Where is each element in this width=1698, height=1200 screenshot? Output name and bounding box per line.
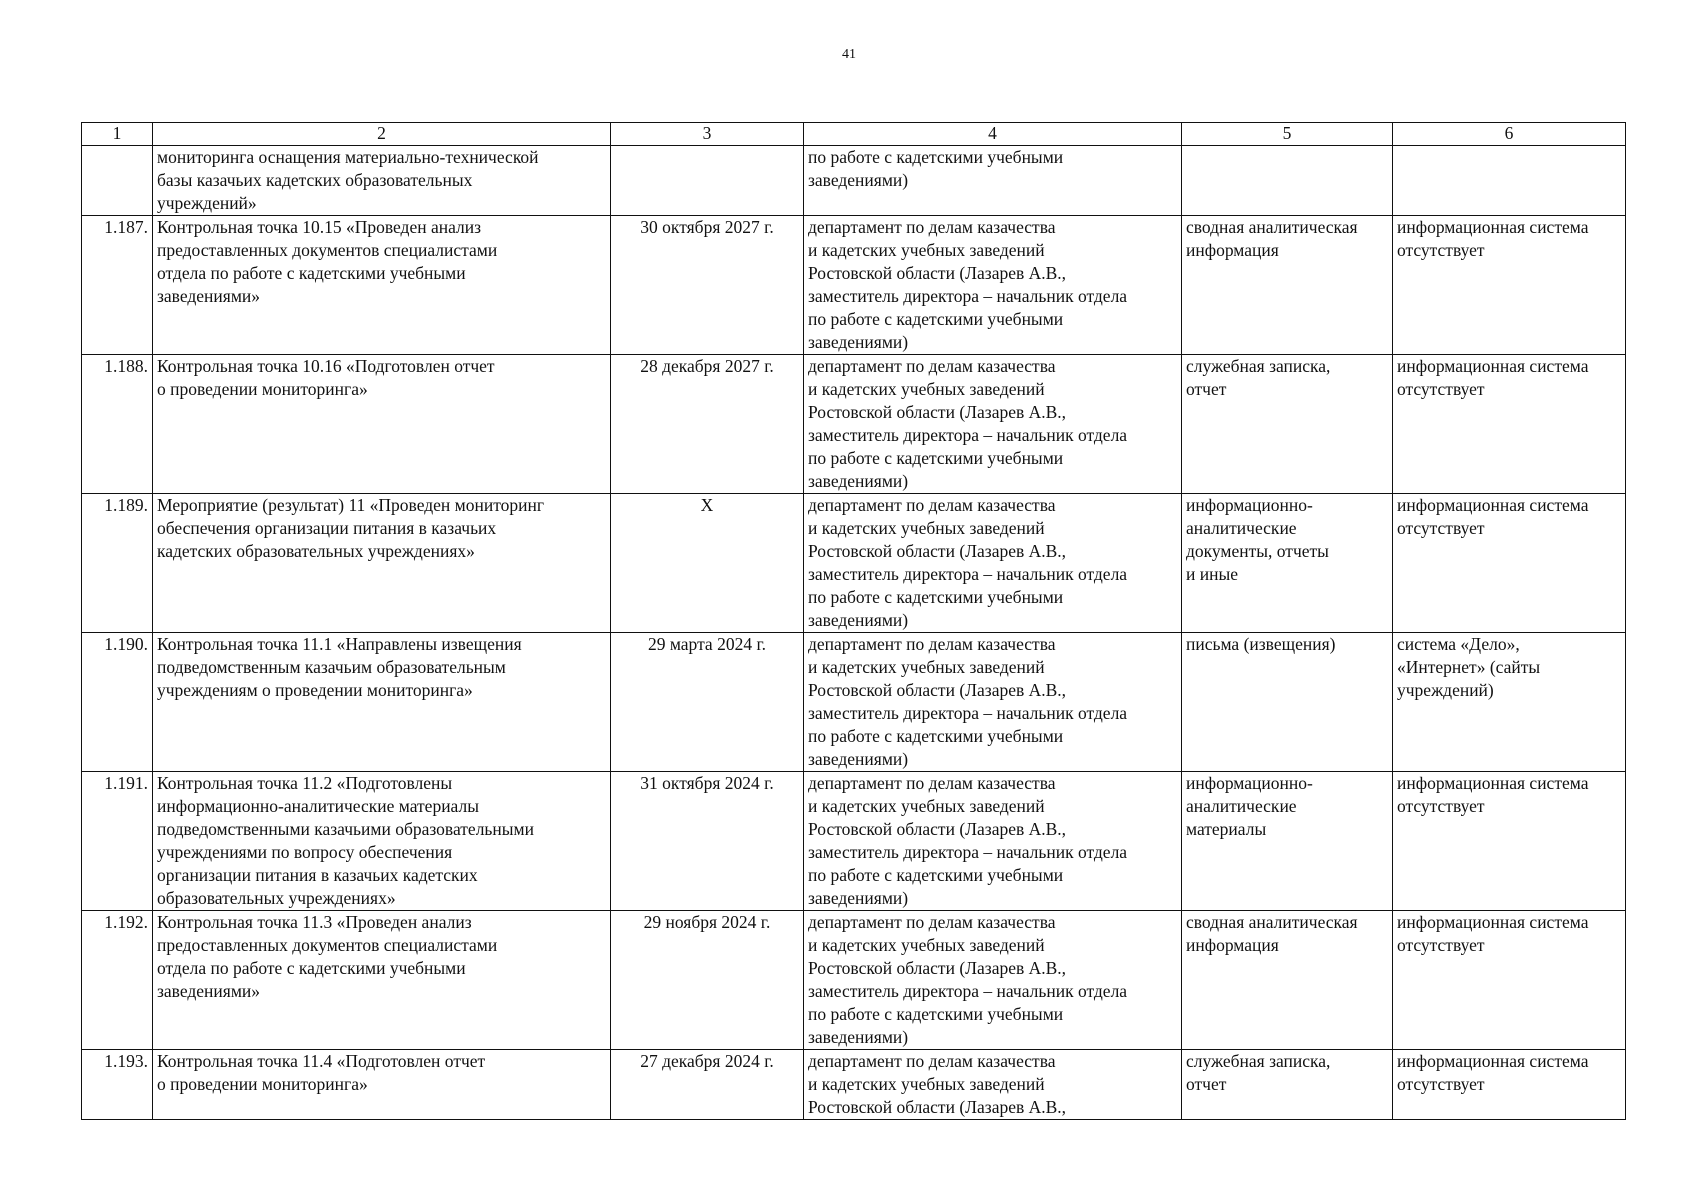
row-date: X: [611, 494, 804, 633]
row-document: служебная записка, отчет: [1182, 355, 1393, 494]
row-number: 1.191.: [82, 772, 153, 911]
header-col-3: 3: [611, 123, 804, 146]
row-document: информационно- аналитические документы, отчеты и иные: [1182, 494, 1393, 633]
row-date: 31 октября 2024 г.: [611, 772, 804, 911]
row-number: 1.188.: [82, 355, 153, 494]
row-date: 28 декабря 2027 г.: [611, 355, 804, 494]
row-number: 1.192.: [82, 911, 153, 1050]
header-col-6: 6: [1393, 123, 1626, 146]
table-row: [82, 494, 1626, 633]
row-document: сводная аналитическая информация: [1182, 911, 1393, 1050]
header-col-4: 4: [804, 123, 1182, 146]
row-system: информационная система отсутствует: [1393, 355, 1626, 494]
table-row: [82, 1050, 1626, 1120]
table-row: [82, 772, 1626, 911]
row-system: [1393, 146, 1626, 216]
header-col-1: 1: [82, 123, 153, 146]
row-system: информационная система отсутствует: [1393, 1050, 1626, 1120]
row-description: Контрольная точка 10.16 «Подготовлен отчет о проведении мониторинга»: [153, 355, 611, 494]
page-number: 41: [842, 47, 856, 62]
header-col-2: 2: [153, 123, 611, 146]
row-description: Контрольная точка 11.1 «Направлены извещения подведомственным казачьим образовательным учреждениям о проведении мониторинга»: [153, 633, 611, 772]
row-system: информационная система отсутствует: [1393, 216, 1626, 355]
row-description: Контрольная точка 10.15 «Проведен анализ предоставленных документов специалистами отдела по работе с кадетскими учебными заведениями»: [153, 216, 611, 355]
row-responsible: департамент по делам казачества и кадетских учебных заведений Ростовской области (Лазарев А.В., заместитель директора – начальник отдела по работе с кадетскими учебными заведениями): [804, 911, 1182, 1050]
row-date: 29 ноября 2024 г.: [611, 911, 804, 1050]
row-description: мониторинга оснащения материально-технической базы казачьих кадетских образовательных учреждений»: [153, 146, 611, 216]
row-document: информационно- аналитические материалы: [1182, 772, 1393, 911]
row-date: 29 марта 2024 г.: [611, 633, 804, 772]
row-responsible: департамент по делам казачества и кадетских учебных заведений Ростовской области (Лазарев А.В.,: [804, 1050, 1182, 1120]
row-system: информационная система отсутствует: [1393, 772, 1626, 911]
table-row: [82, 146, 1626, 216]
row-number: 1.193.: [82, 1050, 153, 1120]
row-system: информационная система отсутствует: [1393, 494, 1626, 633]
row-responsible: департамент по делам казачества и кадетских учебных заведений Ростовской области (Лазарев А.В., заместитель директора – начальник отдела по работе с кадетскими учебными заведениями): [804, 494, 1182, 633]
row-number: 1.190.: [82, 633, 153, 772]
row-date: [611, 146, 804, 216]
row-description: Контрольная точка 11.3 «Проведен анализ предоставленных документов специалистами отдела по работе с кадетскими учебными заведениями»: [153, 911, 611, 1050]
row-responsible: по работе с кадетскими учебными заведениями): [804, 146, 1182, 216]
table-row: [82, 216, 1626, 355]
row-number: 1.187.: [82, 216, 153, 355]
row-number: [82, 146, 153, 216]
plan-table: [81, 122, 1626, 1120]
row-responsible: департамент по делам казачества и кадетских учебных заведений Ростовской области (Лазарев А.В., заместитель директора – начальник отдела по работе с кадетскими учебными заведениями): [804, 216, 1182, 355]
row-responsible: департамент по делам казачества и кадетских учебных заведений Ростовской области (Лазарев А.В., заместитель директора – начальник отдела по работе с кадетскими учебными заведениями): [804, 355, 1182, 494]
row-system: система «Дело», «Интернет» (сайты учреждений): [1393, 633, 1626, 772]
row-date: 30 октября 2027 г.: [611, 216, 804, 355]
row-document: служебная записка, отчет: [1182, 1050, 1393, 1120]
header-row: [82, 123, 1626, 146]
row-date: 27 декабря 2024 г.: [611, 1050, 804, 1120]
header-col-5: 5: [1182, 123, 1393, 146]
row-description: Мероприятие (результат) 11 «Проведен мониторинг обеспечения организации питания в казачьих кадетских образовательных учреждениях»: [153, 494, 611, 633]
row-document: [1182, 146, 1393, 216]
table-row: [82, 633, 1626, 772]
row-responsible: департамент по делам казачества и кадетских учебных заведений Ростовской области (Лазарев А.В., заместитель директора – начальник отдела по работе с кадетскими учебными заведениями): [804, 633, 1182, 772]
row-system: информационная система отсутствует: [1393, 911, 1626, 1050]
row-responsible: департамент по делам казачества и кадетских учебных заведений Ростовской области (Лазарев А.В., заместитель директора – начальник отдела по работе с кадетскими учебными заведениями): [804, 772, 1182, 911]
row-document: письма (извещения): [1182, 633, 1393, 772]
row-number: 1.189.: [82, 494, 153, 633]
row-description: Контрольная точка 11.2 «Подготовлены информационно-аналитические материалы подведомственными казачьими образовательными учреждениями по вопросу обеспечения организации питания в казачьих кадетских образовательных учреждениях»: [153, 772, 611, 911]
table-row: [82, 911, 1626, 1050]
row-description: Контрольная точка 11.4 «Подготовлен отчет о проведении мониторинга»: [153, 1050, 611, 1120]
row-document: сводная аналитическая информация: [1182, 216, 1393, 355]
table-row: [82, 355, 1626, 494]
